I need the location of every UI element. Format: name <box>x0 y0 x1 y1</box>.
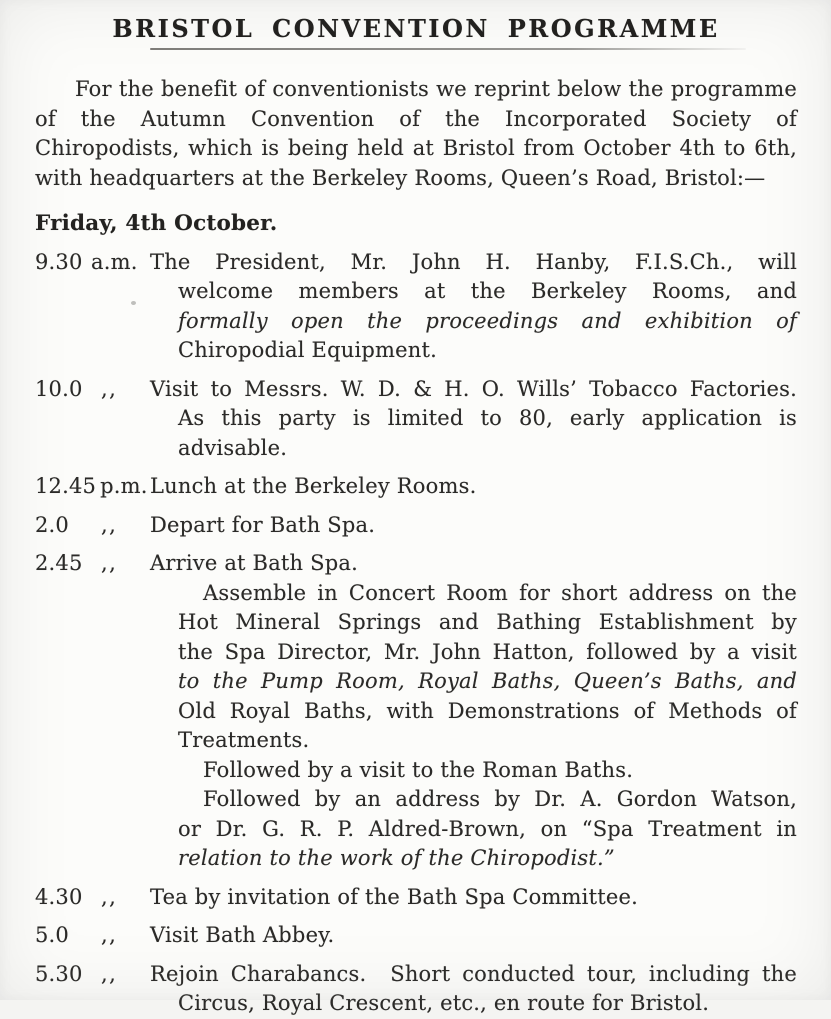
text-line: to the Pump Room, Royal Baths, Queen’s Baths, and <box>178 669 797 693</box>
entry-paragraph <box>150 921 797 951</box>
time-label: 12.45 <box>35 474 97 498</box>
ditto-mark: ,, <box>101 512 118 537</box>
text-line: Treatments. <box>178 728 310 752</box>
intro-paragraph <box>35 75 797 193</box>
text-line: or Dr. G. R. P. Aldred-Brown, on “Spa Treatment in <box>178 816 797 841</box>
text-line: Followed by an address by Dr. A. Gordon Watson, <box>203 787 797 811</box>
text-line: Tea by invitation of the Bath Spa Committee. <box>150 884 638 909</box>
schedule-entry <box>35 511 797 541</box>
time-column <box>35 248 150 366</box>
text-line: Arrive at Bath Spa. <box>150 551 358 575</box>
time-column <box>35 883 150 913</box>
ditto-mark: ,, <box>101 923 118 947</box>
schedule-entry <box>35 549 797 874</box>
entry-body <box>150 549 797 874</box>
time-column <box>35 921 150 951</box>
text-line: Assemble in Concert Room for short address on the <box>203 580 797 605</box>
schedule-list <box>35 248 797 1019</box>
day-heading: Friday, 4th October. <box>35 211 278 236</box>
text-line: Rejoin Charabancs. Short conducted tour, including the <box>150 961 797 986</box>
text-line: Visit to Messrs. W. D. & H. O. Wills’ Tobacco Factories. <box>150 376 797 401</box>
text-line: Old Royal Baths, with Demonstrations of Methods of <box>178 698 797 723</box>
time-label: 4.30 <box>35 884 83 909</box>
text-line: Depart for Bath Spa. <box>150 512 376 537</box>
text-line: The President, Mr. John H. Hanby, F.I.S.Ch., will <box>150 249 797 274</box>
time-label: 2.45 <box>35 551 83 575</box>
entry-paragraph <box>150 511 797 541</box>
text-line: As this party is limited to 80, early application is <box>178 406 797 430</box>
text-line: formally open the proceedings and exhibition of <box>178 308 797 333</box>
period-label: p.m. <box>100 474 148 498</box>
time-label: 5.0 <box>35 923 69 947</box>
period-label: a.m. <box>91 249 138 274</box>
ditto-mark: ,, <box>101 376 118 401</box>
entry-body <box>150 921 797 951</box>
intro-line: of the Autumn Convention of the Incorporated Society of <box>35 106 797 131</box>
time-column <box>35 472 150 502</box>
entry-body <box>150 511 797 541</box>
entry-paragraph <box>178 579 797 756</box>
time-column <box>35 960 150 1019</box>
schedule-entry <box>35 960 797 1019</box>
entry-body <box>150 248 797 366</box>
intro-line: For the benefit of conventionists we reprint below the programme <box>75 77 797 101</box>
time-label: 9.30 <box>35 249 83 274</box>
entry-paragraph <box>178 785 797 874</box>
entry-paragraph <box>150 472 797 502</box>
text-line: Visit Bath Abbey. <box>150 923 335 947</box>
ditto-mark: ,, <box>101 551 118 575</box>
text-line: Followed by a visit to the Roman Baths. <box>203 757 634 782</box>
entry-paragraph <box>150 549 797 579</box>
entry-paragraph <box>150 375 797 464</box>
ditto-mark: ,, <box>101 884 118 909</box>
entry-body <box>150 472 797 502</box>
schedule-entry <box>35 921 797 951</box>
time-label: 2.0 <box>35 512 69 537</box>
intro-line: with headquarters at the Berkeley Rooms, Queen’s Road, Bristol:— <box>35 165 766 190</box>
entry-body <box>150 883 797 913</box>
text-line: Chiropodial Equipment. <box>178 338 437 362</box>
text-line: advisable. <box>178 435 288 460</box>
text-line: relation to the work of the Chiropodist.” <box>178 846 615 870</box>
schedule-entry <box>35 248 797 366</box>
title-underline-rule <box>150 48 746 50</box>
intro-line: Chiropodists, which is being held at Bristol from October 4th to 6th, <box>35 136 797 160</box>
text-line: Circus, Royal Crescent, etc., en route for Bristol. <box>178 991 710 1015</box>
schedule-entry <box>35 883 797 913</box>
text-line: Hot Mineral Springs and Bathing Establishment by <box>178 610 797 634</box>
entry-paragraph <box>150 248 797 366</box>
entry-paragraph <box>178 756 797 786</box>
time-column <box>35 375 150 464</box>
text-line: welcome members at the Berkeley Rooms, and <box>178 279 797 303</box>
entry-body <box>150 375 797 464</box>
entry-paragraph <box>150 960 797 1019</box>
time-column <box>35 549 150 874</box>
time-label: 10.0 <box>35 376 83 401</box>
text-line: the Spa Director, Mr. John Hatton, followed by a visit <box>178 639 797 664</box>
text-line: Lunch at the Berkeley Rooms. <box>150 474 477 498</box>
schedule-entry <box>35 375 797 464</box>
entry-body <box>150 960 797 1019</box>
page-title: BRISTOL CONVENTION PROGRAMME <box>112 14 720 43</box>
schedule-entry <box>35 472 797 502</box>
ditto-mark: ,, <box>101 961 118 986</box>
time-label: 5.30 <box>35 961 83 986</box>
entry-paragraph <box>150 883 797 913</box>
time-column <box>35 511 150 541</box>
scan-speck-artifact <box>131 301 136 305</box>
